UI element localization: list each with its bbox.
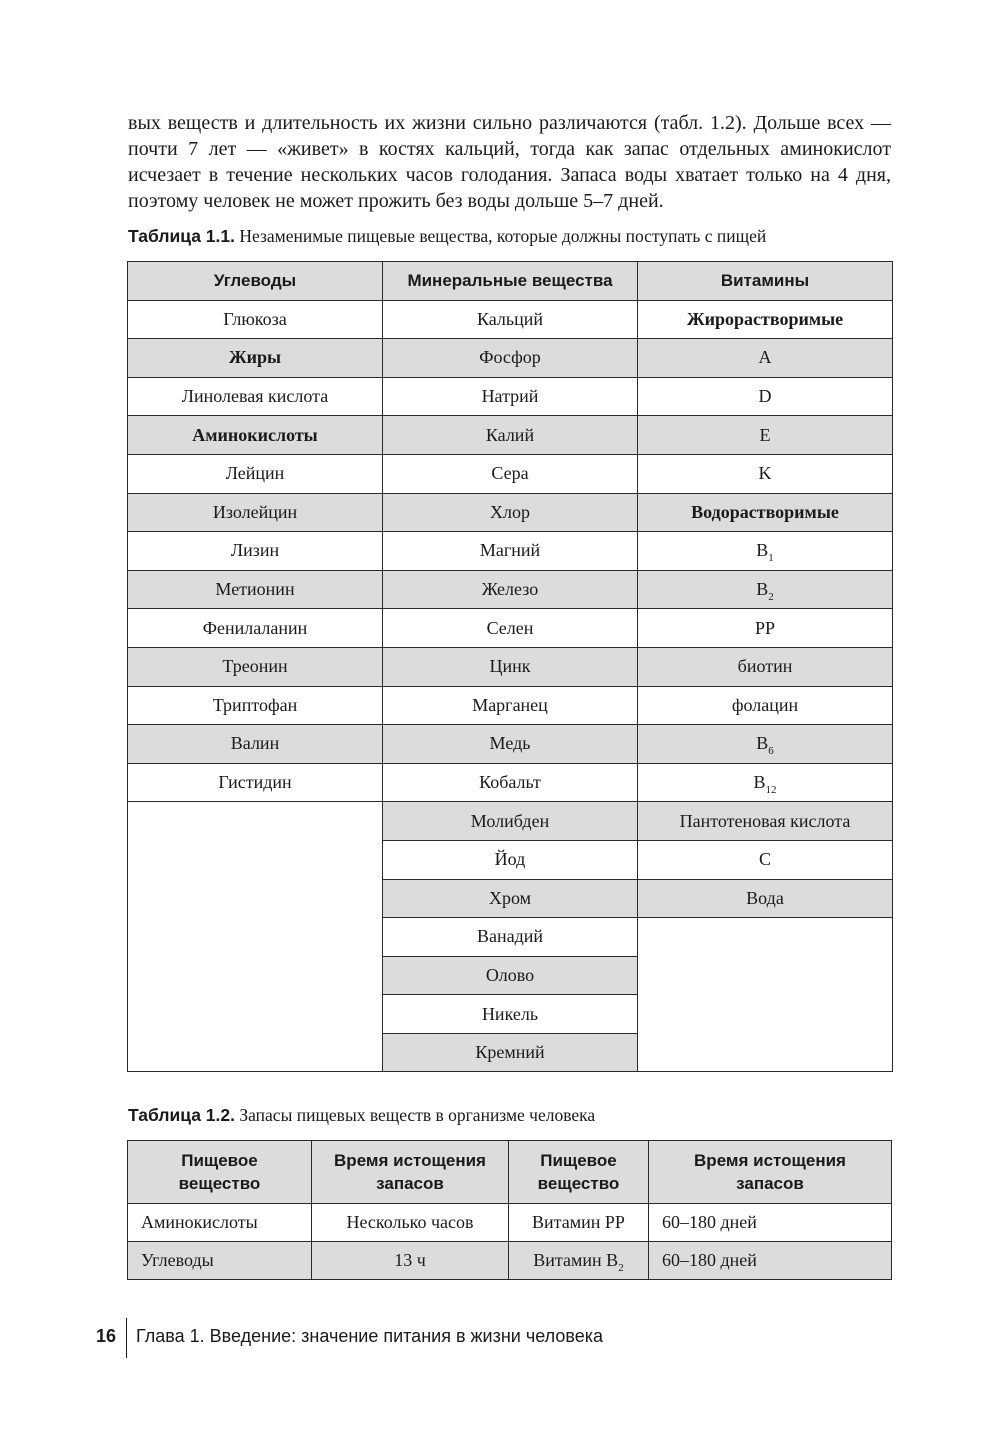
subheading-cell: Водорастворимые — [638, 493, 893, 532]
cell: 60–180 дней — [649, 1242, 892, 1280]
cell: Медь — [383, 725, 638, 764]
cell-text: Витамин B — [533, 1250, 619, 1270]
table2-caption-text: Запасы пищевых веществ в организме человека — [239, 1105, 596, 1125]
cell: Метионин — [128, 570, 383, 609]
cell: Углеводы — [128, 1242, 312, 1280]
cell: Селен — [383, 609, 638, 648]
cell: Никель — [383, 995, 638, 1034]
cell: Аминокислоты — [128, 1204, 312, 1242]
table-row — [128, 1204, 892, 1242]
header-depletion-time — [649, 1141, 892, 1204]
header-line: вещество — [537, 1174, 620, 1193]
cell: Калий — [383, 416, 638, 455]
header-line: Время истощения — [694, 1151, 846, 1170]
intro-paragraph — [128, 110, 891, 214]
header-vitamins: Витамины — [638, 262, 893, 301]
table-row — [128, 339, 893, 378]
table-row — [128, 647, 893, 686]
cell: Глюкоза — [128, 300, 383, 339]
vitamin-b2-cell — [509, 1242, 649, 1280]
header-line: Пищевое — [540, 1151, 617, 1170]
footer-divider — [126, 1318, 127, 1358]
subscript: 12 — [765, 784, 777, 797]
cell: Магний — [383, 532, 638, 571]
table-row — [128, 416, 893, 455]
table-row — [128, 609, 893, 648]
cell: биотин — [638, 647, 893, 686]
table-row — [128, 377, 893, 416]
cell: K — [638, 454, 893, 493]
cell: Линолевая кислота — [128, 377, 383, 416]
cell: Кальций — [383, 300, 638, 339]
cell: 13 ч — [312, 1242, 509, 1280]
header-line: Время истощения — [334, 1151, 486, 1170]
cell: Натрий — [383, 377, 638, 416]
header-minerals: Минеральные вещества — [383, 262, 638, 301]
cell: Железо — [383, 570, 638, 609]
table2-caption-label: Таблица 1.2. — [128, 1105, 235, 1125]
subscript: 2 — [768, 591, 774, 604]
vitamin-b12-cell — [638, 763, 893, 802]
empty-cell — [128, 802, 383, 1072]
vitamin-b1-cell — [638, 532, 893, 571]
cell: Хлор — [383, 493, 638, 532]
table-header-row — [128, 1141, 892, 1204]
cell-text: B — [753, 772, 766, 793]
cell-text: B — [756, 733, 769, 754]
table-row — [128, 686, 893, 725]
cell: Лейцин — [128, 454, 383, 493]
header-nutrient — [128, 1141, 312, 1204]
cell: Триптофан — [128, 686, 383, 725]
cell: Гистидин — [128, 763, 383, 802]
cell: Йод — [383, 840, 638, 879]
cell: Вода — [638, 879, 893, 918]
header-line: запасов — [376, 1174, 444, 1193]
table2-caption — [128, 1105, 891, 1126]
cell: Ванадий — [383, 918, 638, 957]
cell: 60–180 дней — [649, 1204, 892, 1242]
cell: Фосфор — [383, 339, 638, 378]
subscript: 6 — [768, 745, 774, 758]
header-nutrient — [509, 1141, 649, 1204]
table1-caption — [128, 226, 891, 247]
cell: Фенилаланин — [128, 609, 383, 648]
cell: Несколько часов — [312, 1204, 509, 1242]
subheading-cell: Жирорастворимые — [638, 300, 893, 339]
table-nutrient-reserves — [127, 1140, 892, 1280]
table-row — [128, 1242, 892, 1280]
table1-caption-label: Таблица 1.1. — [128, 226, 235, 246]
chapter-title: Глава 1. Введение: значение питания в жизни человека — [136, 1326, 604, 1346]
cell: Лизин — [128, 532, 383, 571]
table-row — [128, 802, 893, 841]
cell: PP — [638, 609, 893, 648]
header-line: запасов — [736, 1174, 804, 1193]
cell: Кобальт — [383, 763, 638, 802]
cell: Витамин PP — [509, 1204, 649, 1242]
header-depletion-time — [312, 1141, 509, 1204]
table-header-row — [128, 262, 893, 301]
cell: Сера — [383, 454, 638, 493]
table-row — [128, 763, 893, 802]
table-row — [128, 300, 893, 339]
cell: Пантотеновая кислота — [638, 802, 893, 841]
cell: Олово — [383, 956, 638, 995]
header-carbohydrates: Углеводы — [128, 262, 383, 301]
subscript: 1 — [768, 552, 774, 565]
cell: Молибден — [383, 802, 638, 841]
table-row — [128, 725, 893, 764]
header-line: Пищевое — [181, 1151, 258, 1170]
table-row — [128, 454, 893, 493]
cell: A — [638, 339, 893, 378]
subheading-cell: Жиры — [128, 339, 383, 378]
cell: D — [638, 377, 893, 416]
cell: Кремний — [383, 1033, 638, 1072]
cell: Хром — [383, 879, 638, 918]
table-row — [128, 493, 893, 532]
cell: E — [638, 416, 893, 455]
subscript: 2 — [618, 1262, 624, 1274]
page-number: 16 — [96, 1326, 117, 1346]
cell: C — [638, 840, 893, 879]
empty-cell — [638, 918, 893, 1072]
cell: Изолейцин — [128, 493, 383, 532]
subheading-cell: Аминокислоты — [128, 416, 383, 455]
table-row — [128, 532, 893, 571]
cell-text: B — [756, 579, 769, 600]
table-row — [128, 570, 893, 609]
table-essential-nutrients — [127, 261, 893, 1072]
table1-caption-text: Незаменимые пищевые вещества, которые должны поступать с пищей — [239, 226, 767, 246]
vitamin-b2-cell — [638, 570, 893, 609]
cell: Валин — [128, 725, 383, 764]
cell-text: B — [756, 540, 769, 561]
intro-text: вых веществ и длительность их жизни сильно различаются (табл. 1.2). Дольше всех — почти 7 лет — «живет» в костях кальций, тогда как запас отдельных аминокислот исчезает в течение нескольких часов голодания. Запаса воды хватает только на 4 дня, поэтому человек не может прожить без воды дольше 5–7 дней. — [128, 112, 891, 212]
vitamin-b6-cell — [638, 725, 893, 764]
cell: Цинк — [383, 647, 638, 686]
cell: Треонин — [128, 647, 383, 686]
header-line: вещество — [178, 1174, 261, 1193]
cell: фолацин — [638, 686, 893, 725]
cell: Марганец — [383, 686, 638, 725]
